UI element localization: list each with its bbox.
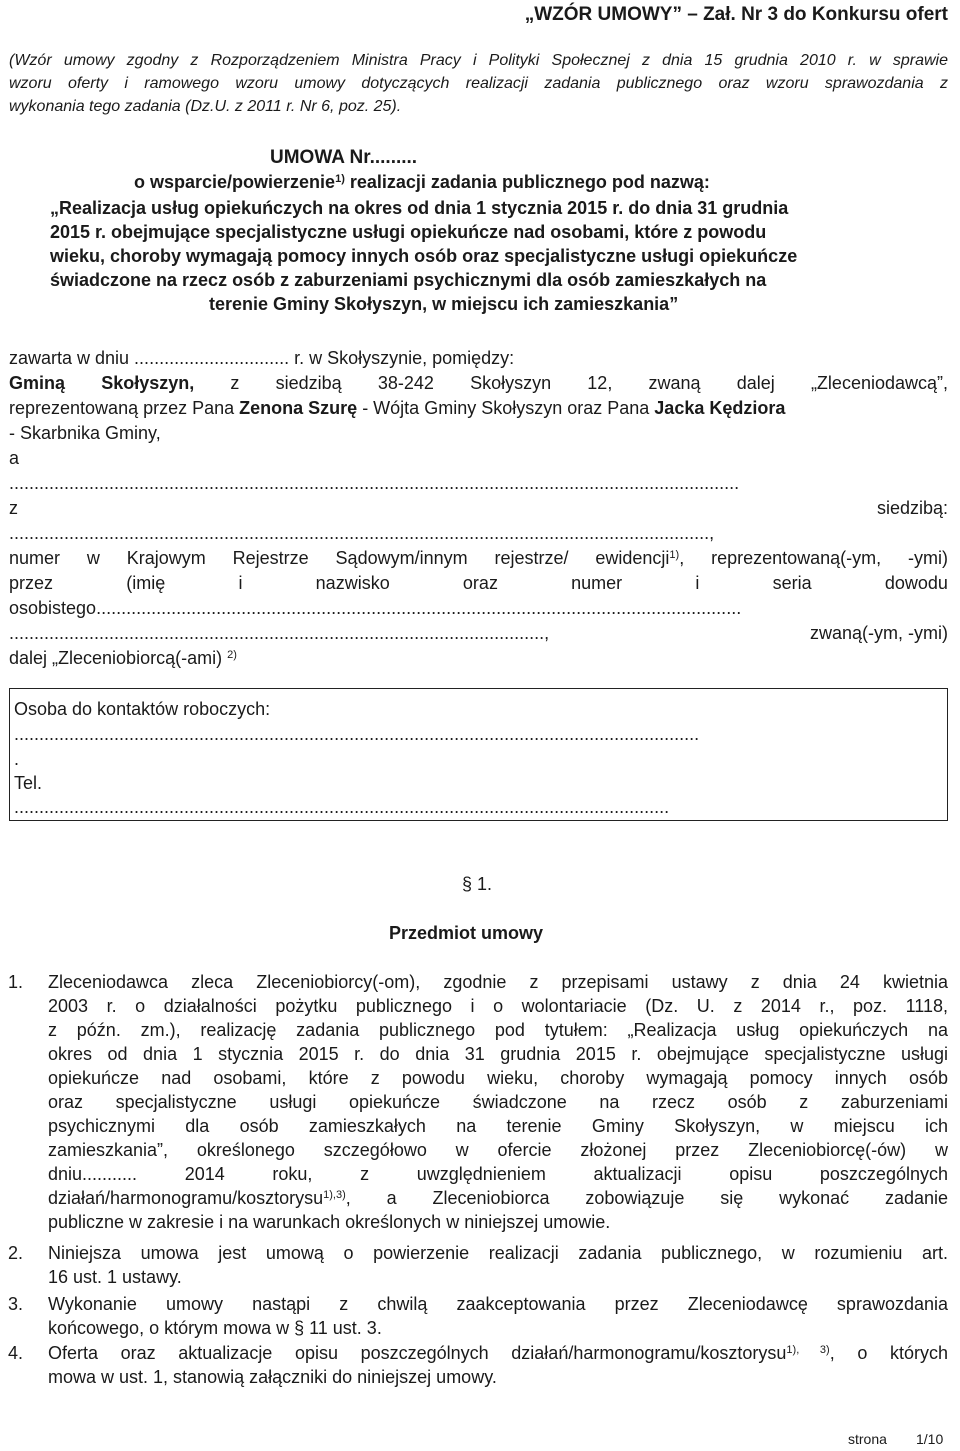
item-1-line: opiekuńcze nad osobami, które z powodu wieku, choroby wymagają pomocy innych osób <box>48 1068 948 1088</box>
item-1-line: psychicznymi dla osób zamieszkałych na terenie Gminy Skołyszyn, w miejscu ich <box>48 1116 948 1136</box>
item-1-line: okres od dnia 1 stycznia 2015 r. do dnia 31 grudnia 2015 r. obejmujące specjalistyczne usługi <box>48 1044 948 1064</box>
party1-line: Gminą Skołyszyn, z siedzibą 38-242 Skołyszyn 12, zwaną dalej „Zleceniodawcą”, <box>9 373 948 393</box>
contact-dots-1: ......................................................................................................................................... <box>14 724 700 744</box>
krs-line: numer w Krajowym Rejestrze Sądowym/innym rejestrze/ ewidencji$^{1)}$, reprezentowaną(-ym, -ymi) <box>9 548 949 568</box>
contact-dots-3: ................................................................................................................................... <box>14 797 670 817</box>
contract-number: UMOWA Nr......... <box>270 147 418 168</box>
seat-dots-line: ............................................................................................................................................, <box>9 523 715 543</box>
item-3-line: Wykonanie umowy nastąpi z chwilą zaakceptowania przez Zleceniodawcę sprawozdania <box>48 1294 948 1314</box>
named-right: zwaną(-ym, -ymi) <box>810 623 948 643</box>
item-4-number: 4. <box>8 1343 24 1363</box>
task-title-line-3: wieku, choroby wymagają pomocy innych osób oraz specjalistyczne usługi opiekuńcze <box>50 246 798 266</box>
item-1-line-budget: działań/harmonogramu/kosztorysu$^{1),3)}$, a Zleceniobiorca zobowiązuje się wykonać zadanie <box>48 1188 948 1208</box>
task-title-line-1: „Realizacja usług opiekuńczych na okres od dnia 1 stycznia 2015 r. do dnia 31 grudnia <box>50 198 789 218</box>
and-line: a <box>9 448 20 468</box>
page-label: strona <box>848 1431 887 1447</box>
contractor-dots-line: .................................................................................................................................................. <box>9 473 740 493</box>
page-number: 1/10 <box>916 1431 944 1447</box>
task-title-line-5: terenie Gminy Skołyszyn, w miejscu ich zamieszkania” <box>209 294 679 314</box>
document-title: „WZÓR UMOWY” – Zał. Nr 3 do Konkursu ofert <box>524 4 948 25</box>
contact-label: Osoba do kontaktów roboczych: <box>14 699 271 719</box>
seat-word-left: z <box>9 498 18 518</box>
by-line: przez (imię i nazwisko oraz numer i seria dowodu <box>9 573 948 593</box>
item-4-line: mowa w ust. 1, stanowią załączniki do niniejszej umowy. <box>48 1367 497 1387</box>
item-1-line: dniu........... 2014 roku, z uwzględnieniem aktualizacji opisu poszczególnych <box>48 1164 948 1184</box>
section-title: Przedmiot umowy <box>389 923 544 943</box>
item-1-line: zamieszkania”, określonego szczegółowo w ofercie złożonej przez Zleceniobiorcę(-ów) w <box>48 1140 948 1160</box>
item-2-number: 2. <box>8 1243 24 1263</box>
item-2-line: 16 ust. 1 ustawy. <box>48 1267 182 1287</box>
intro-line-1: (Wzór umowy zgodny z Rozporządzeniem Ministra Pracy i Polityki Społecznej z dnia 15 grudnia 2010 r. w sprawie <box>9 52 948 69</box>
item-2-line: Niniejsza umowa jest umową o powierzenie realizacji zadania publicznego, w rozumieniu art. <box>48 1243 948 1263</box>
seat-word-right: siedzibą: <box>876 498 948 518</box>
contact-tel: Tel. <box>14 773 43 793</box>
contact-dot-2: . <box>14 749 20 769</box>
item-4-line: Oferta oraz aktualizacje opisu poszczególnych działań/harmonogramu/kosztorysu$^{1), 3)}$, o których <box>48 1343 948 1363</box>
concluded-line: zawarta w dniu ............................... r. w Skołyszynie, pomiędzy: <box>9 348 515 368</box>
treasurer-line: - Skarbnika Gminy, <box>9 423 161 443</box>
item-3-number: 3. <box>8 1294 24 1314</box>
contractor-name-line: dalej „Zleceniobiorcą(-ami) $^{2)}$ <box>9 648 237 668</box>
intro-line-3: wykonania tego zadania (Dz.U. z 2011 r. Nr 6, poz. 25). <box>9 98 402 115</box>
section-sign: § 1. <box>462 874 493 894</box>
id-line: osobistego................................................................................................................................. <box>9 598 742 618</box>
intro-line-2: wzoru oferty i ramowego wzoru umowy dotyczących realizacji zadania publicznego oraz wzoru sprawozdania z <box>9 75 948 92</box>
task-title-line-2: 2015 r. obejmujące specjalistyczne usługi opiekuńcze nad osobami, które z powodu <box>50 222 767 242</box>
representatives-line: reprezentowaną przez Pana Zenona Szurę - Wójta Gminy Skołyszyn oraz Pana Jacka Kędziora <box>9 398 786 418</box>
item-1-line: 2003 r. o działalności pożytku publicznego i o wolontariacie (Dz. U. z 2014 r., poz. 1118, <box>48 996 948 1016</box>
item-1-line: oraz specjalistyczne usługi opiekuńcze świadczone na rzecz osób z zaburzeniami <box>48 1092 948 1112</box>
contract-subject: o wsparcie/powierzenie$^{1)}$ realizacji zadania publicznego pod nazwą: <box>134 172 710 192</box>
named-dots: ..........................................................................................................., <box>9 623 550 643</box>
item-1-line: Zleceniodawca zleca Zleceniobiorcy(-om), zgodnie z przepisami ustawy z dnia 24 kwietnia <box>48 972 948 992</box>
item-1-line: z późn. zm.), realizację zadania publicznego pod tytułem: „Realizacja usług opiekuńczych na <box>48 1020 948 1040</box>
item-1-line: publiczne w zakresie i na warunkach określonych w niniejszej umowie. <box>48 1212 611 1232</box>
item-3-line: końcowego, o którym mowa w § 11 ust. 3. <box>48 1318 382 1338</box>
item-1-number: 1. <box>8 972 24 992</box>
contact-box <box>9 688 948 821</box>
task-title-line-4: świadczone na rzecz osób z zaburzeniami psychicznymi dla osób zamieszkałych na <box>50 270 767 290</box>
